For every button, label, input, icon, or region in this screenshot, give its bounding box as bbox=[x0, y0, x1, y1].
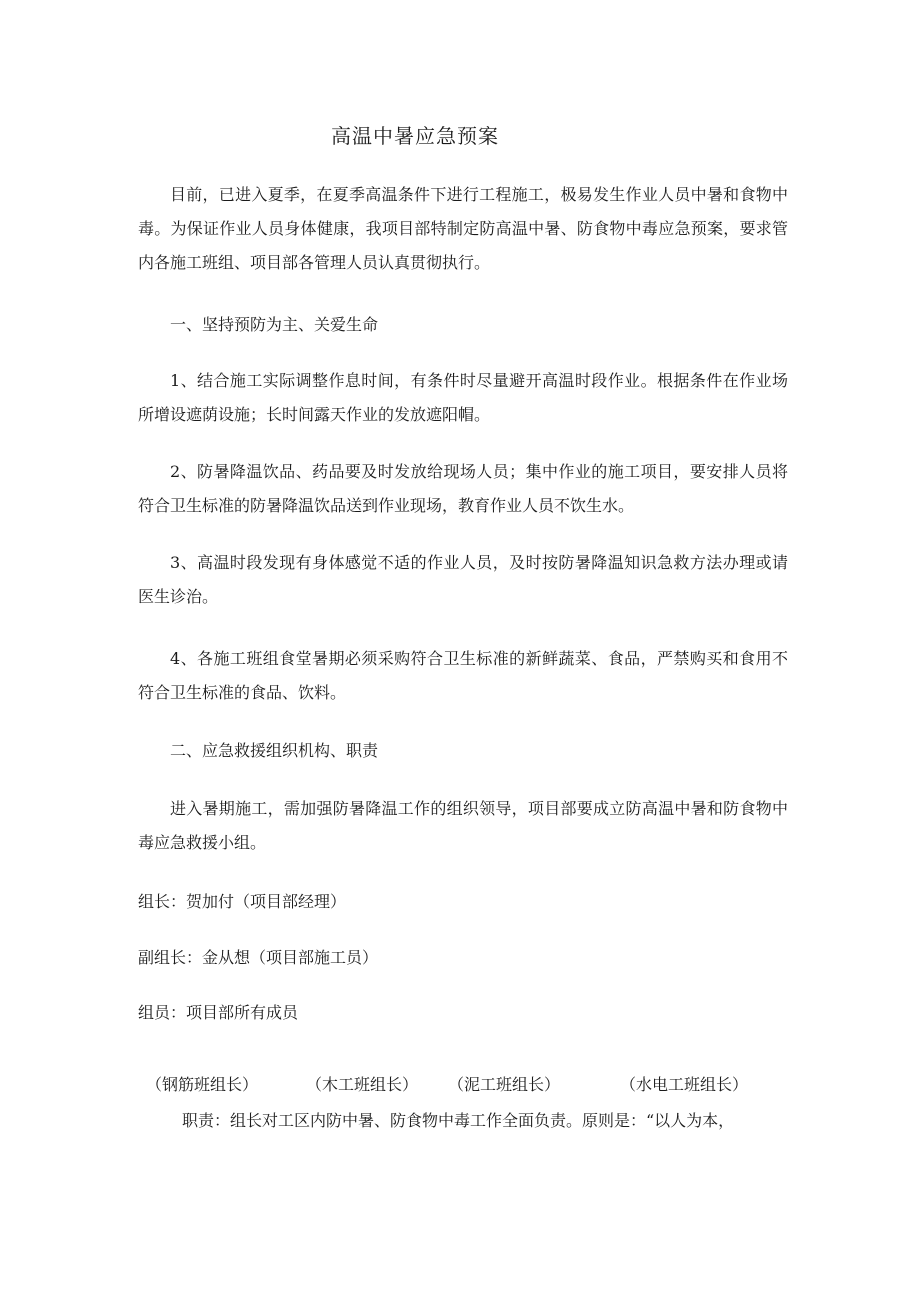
document-title: 高温中暑应急预案 bbox=[331, 124, 499, 148]
section-2-intro: 进入暑期施工，需加强防暑降温工作的组织领导，项目部要成立防高温中暑和防食物中毒应急救援小组。 bbox=[138, 799, 788, 852]
role-plumbing-electrical-team-leader: （水电工班组长） bbox=[620, 1075, 749, 1094]
section-1-item-4: 4、各施工班组食堂暑期必须采购符合卫生标准的新鲜蔬菜、食品，严禁购买和食用不符合卫生标准的食品、饮料。 bbox=[138, 649, 788, 702]
intro-paragraph: 目前，已进入夏季，在夏季高温条件下进行工程施工，极易发生作业人员中暑和食物中毒。为保证作业人员身体健康，我项目部特制定防高温中暑、防食物中毒应急预案，要求管内各施工班组、项目部各管理人员认真贯彻执行。 bbox=[138, 185, 788, 272]
role-rebar-team-leader: （钢筋班组长） bbox=[146, 1075, 259, 1094]
role-carpentry-team-leader: （木工班组长） bbox=[306, 1075, 419, 1094]
role-masonry-team-leader: （泥工班组长） bbox=[448, 1075, 561, 1094]
leader-line: 组长：贺加付（项目部经理） bbox=[138, 892, 347, 911]
section-1-heading: 一、坚持预防为主、关爱生命 bbox=[170, 315, 379, 334]
section-1-item-1: 1、结合施工实际调整作息时间，有条件时尽量避开高温时段作业。根据条件在作业场所增设遮荫设施；长时间露天作业的发放遮阳帽。 bbox=[138, 371, 788, 424]
section-2-heading: 二、应急救援组织机构、职责 bbox=[170, 741, 379, 760]
members-line: 组员：项目部所有成员 bbox=[138, 1003, 299, 1022]
deputy-leader-line: 副组长：金从想（项目部施工员） bbox=[138, 948, 379, 967]
team-leader-roles bbox=[0, 1072, 920, 1102]
section-1-item-3: 3、高温时段发现有身体感觉不适的作业人员，及时按防暑降温知识急救方法办理或请医生诊治。 bbox=[138, 553, 788, 606]
duty-line: 职责：组长对工区内防中暑、防食物中毒工作全面负责。原则是：“以人为本， bbox=[182, 1111, 735, 1130]
section-1-item-2: 2、防暑降温饮品、药品要及时发放给现场人员；集中作业的施工项目，要安排人员将符合卫生标准的防暑降温饮品送到作业现场，教育作业人员不饮生水。 bbox=[138, 462, 788, 515]
